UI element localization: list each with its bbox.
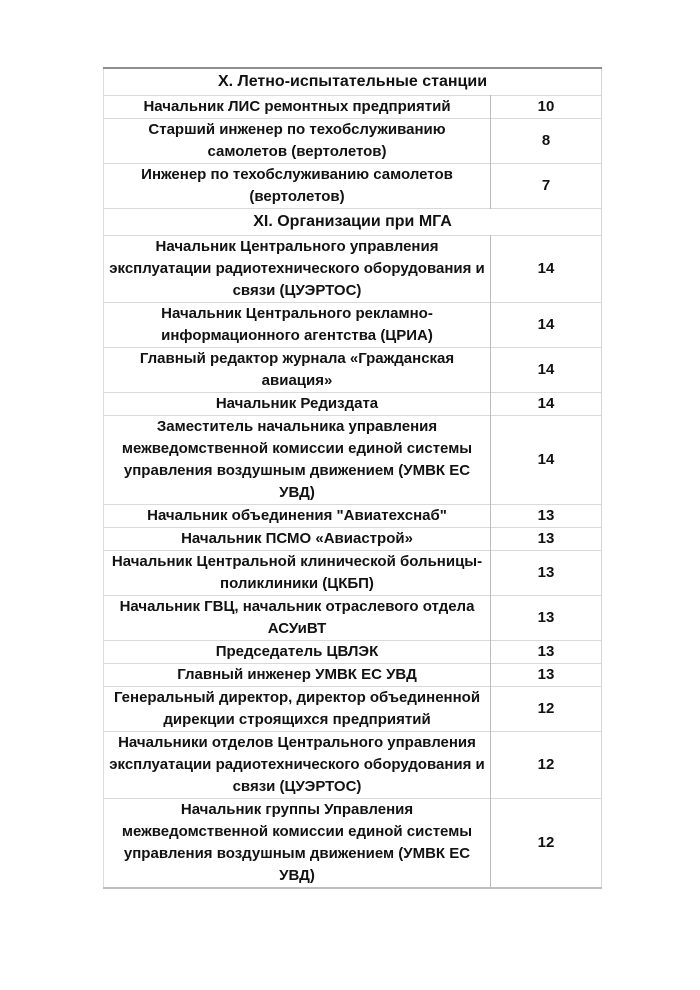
position-title: Начальник группы Управления межведомственной комиссии единой системы управления воздушным движением (УМВК ЕС УВД) xyxy=(104,799,491,889)
position-grade: 13 xyxy=(491,641,602,664)
position-grade: 13 xyxy=(491,551,602,596)
position-title: Начальник ГВЦ, начальник отраслевого отдела АСУиВТ xyxy=(104,596,491,641)
position-grade: 14 xyxy=(491,303,602,348)
table-row xyxy=(104,596,602,641)
table-row xyxy=(104,551,602,596)
position-title: Начальник Центрального управления эксплуатации радиотехнического оборудования и связи (ЦУЭРТОС) xyxy=(104,236,491,303)
section-header: X. Летно-испытательные станции xyxy=(217,73,488,90)
table-row xyxy=(104,393,602,416)
table-row xyxy=(104,348,602,393)
table-row xyxy=(104,732,602,799)
position-grade: 10 xyxy=(491,96,602,119)
position-grade: 12 xyxy=(491,799,602,889)
table-row xyxy=(104,164,602,209)
position-title: Начальник ЛИС ремонтных предприятий xyxy=(104,96,491,119)
table-row xyxy=(104,416,602,505)
position-title: Председатель ЦВЛЭК xyxy=(104,641,491,664)
table-row xyxy=(104,119,602,164)
section-header: XI. Организации при МГА xyxy=(104,209,602,236)
section-header-row xyxy=(104,209,602,236)
table-row xyxy=(104,505,602,528)
section-header-row xyxy=(104,68,602,96)
position-title: Старший инженер по техобслуживанию самолетов (вертолетов) xyxy=(104,119,491,164)
position-grade: 13 xyxy=(491,664,602,687)
position-title: Начальник объединения "Авиатехснаб" xyxy=(104,505,491,528)
position-grade: 12 xyxy=(491,732,602,799)
table-row xyxy=(104,687,602,732)
position-title: Начальник Центрального рекламно-информационного агентства (ЦРИА) xyxy=(104,303,491,348)
position-title: Главный редактор журнала «Гражданская авиация» xyxy=(104,348,491,393)
position-grade: 7 xyxy=(491,164,602,209)
table-row xyxy=(104,528,602,551)
table-body xyxy=(104,68,602,888)
position-grade: 8 xyxy=(491,119,602,164)
position-grade: 13 xyxy=(491,596,602,641)
position-grade: 14 xyxy=(491,393,602,416)
table-row xyxy=(104,641,602,664)
table-row xyxy=(104,236,602,303)
position-title: Начальник Редиздата xyxy=(104,393,491,416)
position-grade: 13 xyxy=(491,528,602,551)
position-grade: 14 xyxy=(491,416,602,505)
position-title: Главный инженер УМВК ЕС УВД xyxy=(104,664,491,687)
position-grade: 14 xyxy=(491,236,602,303)
table-row xyxy=(104,303,602,348)
position-title: Начальник ПСМО «Авиастрой» xyxy=(104,528,491,551)
position-grade: 14 xyxy=(491,348,602,393)
position-title: Генеральный директор, директор объединенной дирекции строящихся предприятий xyxy=(104,687,491,732)
table-row xyxy=(104,96,602,119)
position-title: Инженер по техобслуживанию самолетов (вертолетов) xyxy=(104,164,491,209)
position-grade: 13 xyxy=(491,505,602,528)
table-row xyxy=(104,664,602,687)
table-row xyxy=(104,799,602,889)
positions-table xyxy=(103,67,602,889)
position-title: Заместитель начальника управления межведомственной комиссии единой системы управления воздушным движением (УМВК ЕС УВД) xyxy=(104,416,491,505)
position-title: Начальник Центральной клинической больницы-поликлиники (ЦКБП) xyxy=(104,551,491,596)
position-grade: 12 xyxy=(491,687,602,732)
position-title: Начальники отделов Центрального управления эксплуатации радиотехнического оборудования и связи (ЦУЭРТОС) xyxy=(104,732,491,799)
